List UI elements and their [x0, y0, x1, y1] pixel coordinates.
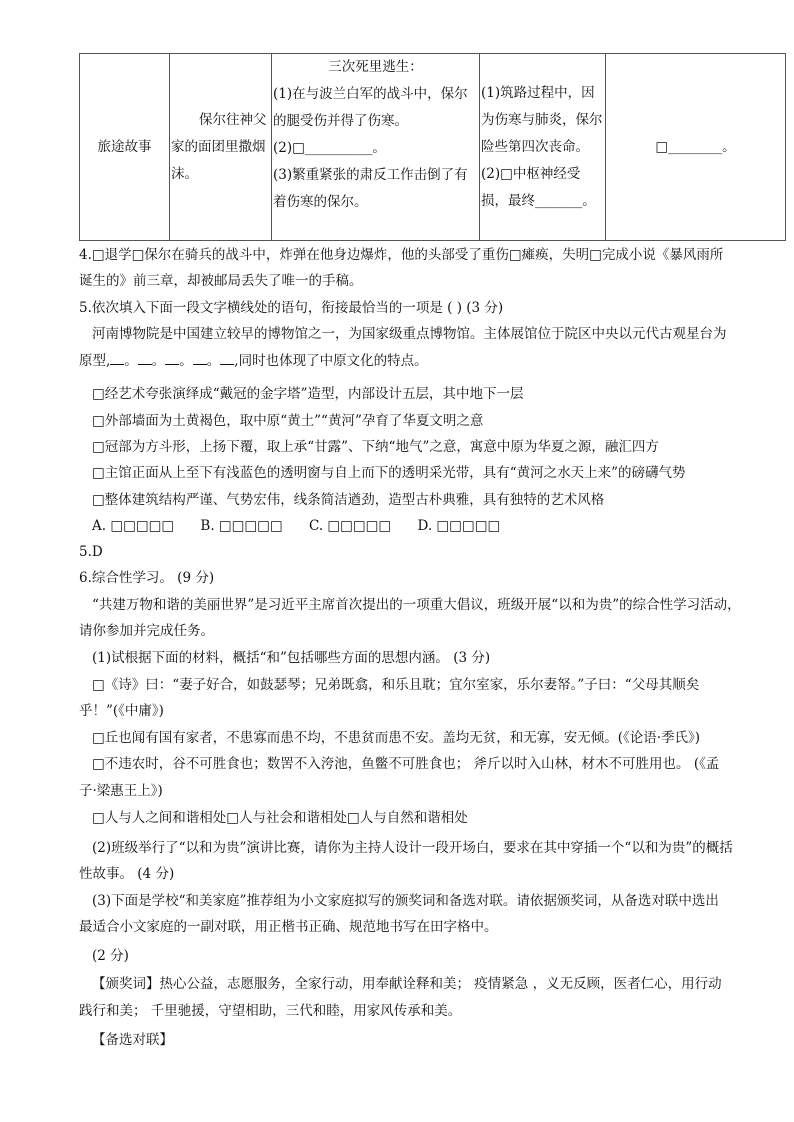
answer-4-line-1: 4.□退学□保尔在骑兵的战斗中，炸弹在他身边爆炸，他的头部受了重伤□瘫痪，失明□完成小说《暴风雨所 [79, 247, 724, 263]
table-cell-escapes [272, 54, 480, 241]
story-table [79, 53, 786, 241]
question-5-options [92, 516, 522, 536]
answer-5: 5.D [79, 544, 103, 560]
table-cell-category [80, 54, 170, 241]
material-1-line-1: □《诗》曰：“妻子好合，如鼓瑟琴；兄弟既翕，和乐且耽；宜尔室家，乐尔妻帑。”子曰：“父母其顺矣 [92, 677, 700, 693]
table-cell-illness [480, 54, 606, 241]
material-3-line-2: 子·梁惠王上》) [79, 783, 163, 799]
blank-answer: □________。 [655, 138, 736, 155]
table-cell-event [170, 54, 272, 241]
question-6-intro-1: “共建万物和谐的美丽世界”是习近平主席首次提出的一项重大倡议，班级开展“以和为贵”的综合性学习活动， [92, 597, 741, 613]
sub-question-3-score: (2 分) [92, 948, 129, 964]
answer-6-1: □人与人之间和谐相处□人与社会和谐相处□人与自然和谐相处 [92, 810, 468, 826]
escapes-heading: 三次死里逃生： [328, 59, 423, 75]
escape-3: (3)繁重紧张的肃反工作击倒了有着伤寒的保尔。 [273, 167, 468, 210]
sentence-4: □主馆正面从上至下有浅蓝色的透明窗与自上而下的透明采光带，具有“黄河之水天上来”的磅礴气势 [92, 465, 686, 481]
event-text: 保尔往神父家的面团里撒烟沫。 [171, 111, 267, 182]
question-5-stem: 5.依次填入下面一段文字横线处的语句，衔接最恰当的一项是 ( ) (3 分) [79, 300, 504, 316]
option-d: D. □□□□□ [417, 518, 501, 534]
material-2: □丘也闻有国有家者，不患寡而患不均，不患贫而患不安。盖均无贫，和无寡，安无倾。(《论语·季氏》) [92, 730, 701, 746]
illness-1: (1)筑路过程中，因为伤寒与肺炎，保尔险些第四次丧命。 [481, 84, 603, 155]
sentence-2: □外部墙面为土黄褐色，取中原“黄土”“黄河”孕育了华夏文明之意 [92, 413, 484, 429]
couplet-heading: 【备选对联】 [92, 1032, 173, 1048]
paragraph-2-suffix: ,同时也体现了中原文化的特点。 [234, 353, 428, 369]
question-6-title: 6.综合性学习。 (9 分) [79, 570, 215, 586]
option-c: C. □□□□□ [308, 518, 392, 534]
sub-question-3-line-2: 最适合小文家庭的一副对联，用正楷书正确、规范地书写在田字格中。 [79, 919, 498, 935]
sub-question-2-line-1: (2)班级举行了“以和为贵”演讲比赛，请你为主持人设计一段开场白，要求在其中穿插一个“以和为贵”的概括 [92, 840, 733, 856]
option-b: B. □□□□□ [200, 518, 283, 534]
answer-4-line-2: 诞生的》前三章，却被邮局丢失了唯一的手稿。 [79, 273, 363, 289]
table-cell-blank [606, 54, 786, 241]
sentence-5: □整体建筑结构严谨、气势宏伟，线条简洁遒劲，造型古朴典雅，具有独特的艺术风格 [92, 492, 605, 508]
option-a: A. □□□□□ [92, 518, 175, 534]
award-speech-line-2: 践行和美； 千里驰援，守望相助，三代和睦，用家风传承和美。 [79, 1003, 462, 1019]
sub-question-3-line-1: (3)下面是学校“和美家庭”推荐组为小文家庭拟写的颁奖词和备选对联。请依据颁奖词，从备选对联中选出 [92, 893, 719, 909]
paragraph-2-prefix: 原型, [79, 353, 111, 369]
sentence-3: □冠部为方斗形，上扬下覆，取上承“甘露”、下纳“地气”之意，寓意中原为华夏之源，融汇四方 [92, 439, 659, 455]
question-5-paragraph-2: 原型, 。 。 。 。 ,同时也体现了中原文化的特点。 [79, 350, 428, 371]
escape-1: (1)在与波兰白军的战斗中，保尔的腿受伤并得了伤寒。 [273, 86, 468, 129]
category-label: 旅途故事 [97, 138, 152, 155]
sentence-1: □经艺术夸张演绎成“戴冠的金字塔”造型，内部设计五层，其中地下一层 [92, 386, 524, 402]
question-5-paragraph-1: 河南博物院是中国建立较早的博物馆之一，为国家级重点博物馆。主体展馆位于院区中央以元代古观星台为 [92, 326, 727, 342]
sub-question-1: (1)试根据下面的材料，概括“和”包括哪些方面的思想内涵。 (3 分) [92, 650, 491, 666]
sub-question-2-line-2: 性故事。 (4 分) [79, 866, 175, 882]
escape-2: (2)□__________。 [273, 140, 386, 156]
illness-2: (2)□中枢神经受损，最终_______。 [481, 165, 596, 209]
question-6-intro-2: 请你参加并完成任务。 [79, 623, 214, 639]
award-speech-line-1: 【颁奖词】热心公益，志愿服务，全家行动，用奉献诠释和美； 疫情紧急 ，义无反顾，医者仁心，用行动 [92, 976, 722, 992]
material-3-line-1: □不违农时，谷不可胜食也；数罟不入洿池，鱼鳖不可胜食也； 斧斤以时入山林，材木不可胜用也。 (《孟 [92, 756, 720, 772]
material-1-line-2: 乎！”(《中庸》) [79, 703, 164, 719]
